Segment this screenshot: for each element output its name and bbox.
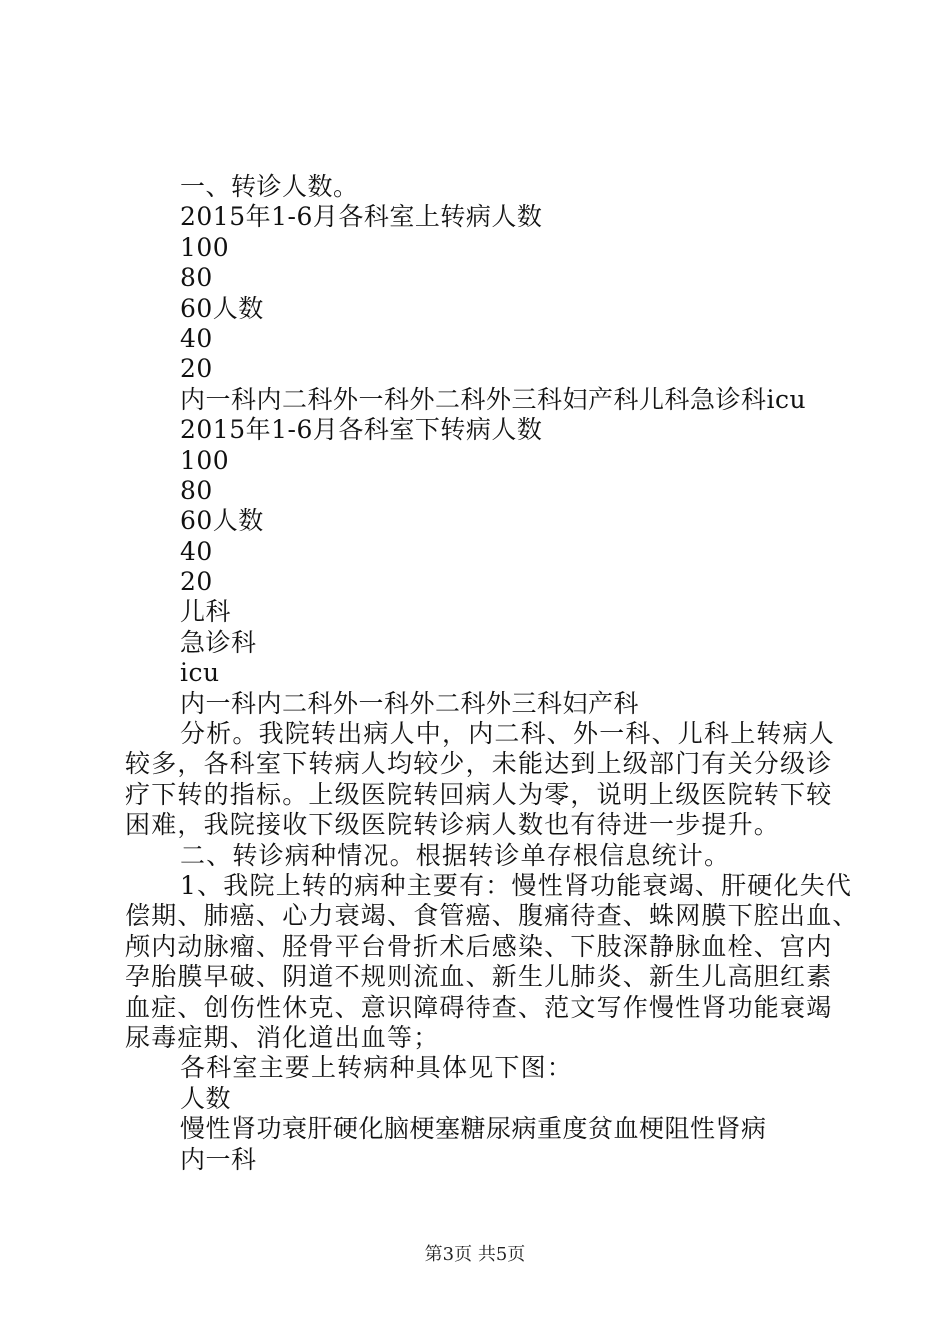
text-line: 60人数 [180, 293, 264, 323]
text-line: 人数 [180, 1083, 232, 1113]
text-line: 80 [180, 475, 213, 505]
text-line: 20 [180, 354, 213, 384]
text-line: 60人数 [180, 506, 264, 536]
text-line: 孕胎膜早破、阴道不规则流血、新生儿肺炎、新生儿高胆红素 [125, 962, 833, 992]
text-line: 一、转诊人数。 [180, 172, 359, 201]
text-line: 慢性肾功衰肝硬化脑梗塞糖尿病重度贫血梗阻性肾病 [180, 1114, 767, 1144]
text-line: 困难，我院接收下级医院转诊病人数也有待进一步提升。 [125, 810, 781, 840]
text-line: 二、转诊病种情况。根据转诊单存根信息统计。 [180, 840, 731, 870]
text-line: 内一科内二科外一科外二科外三科妇产科 [180, 688, 640, 718]
text-line: 80 [180, 263, 213, 293]
text-line: icu [180, 658, 220, 688]
text-line: 100 [180, 232, 230, 262]
text-line: 各科室主要上转病种具体见下图： [180, 1053, 574, 1083]
text-line: 较多，各科室下转病人均较少，未能达到上级部门有关分级诊 [125, 749, 833, 779]
text-line: 2015年1-6月各科室下转病人数 [180, 415, 543, 445]
text-line: 偿期、肺癌、心力衰竭、食管癌、腹痛待查、蛛网膜下腔出血、 [125, 901, 859, 931]
text-line: 100 [180, 445, 230, 475]
text-line: 1、我院上转的病种主要有：慢性肾功能衰竭、肝硬化失代 [180, 870, 853, 900]
text-line: 颅内动脉瘤、胫骨平台骨折术后感染、下肢深静脉血栓、宫内 [125, 931, 833, 961]
text-line: 20 [180, 567, 213, 597]
text-line: 分析。我院转出病人中，内二科、外一科、儿科上转病人 [180, 719, 836, 749]
text-line: 疗下转的指标。上级医院转回病人为零，说明上级医院转下较 [125, 779, 833, 809]
text-line: 尿毒症期、消化道出血等； [125, 1022, 440, 1052]
text-line: 内一科内二科外一科外二科外三科妇产科儿科急诊科icu [180, 384, 807, 414]
text-line: 儿科 [180, 597, 232, 627]
text-line: 40 [180, 536, 213, 566]
page-footer: 第3页 共5页 [424, 1244, 526, 1265]
text-line: 急诊科 [180, 627, 257, 657]
text-line: 血症、创伤性休克、意识障碍待查、范文写作慢性肾功能衰竭 [125, 992, 833, 1022]
text-line: 40 [180, 323, 213, 353]
text-line: 2015年1-6月各科室上转病人数 [180, 202, 543, 232]
text-line: 内一科 [180, 1144, 257, 1174]
document-body [125, 172, 859, 1175]
